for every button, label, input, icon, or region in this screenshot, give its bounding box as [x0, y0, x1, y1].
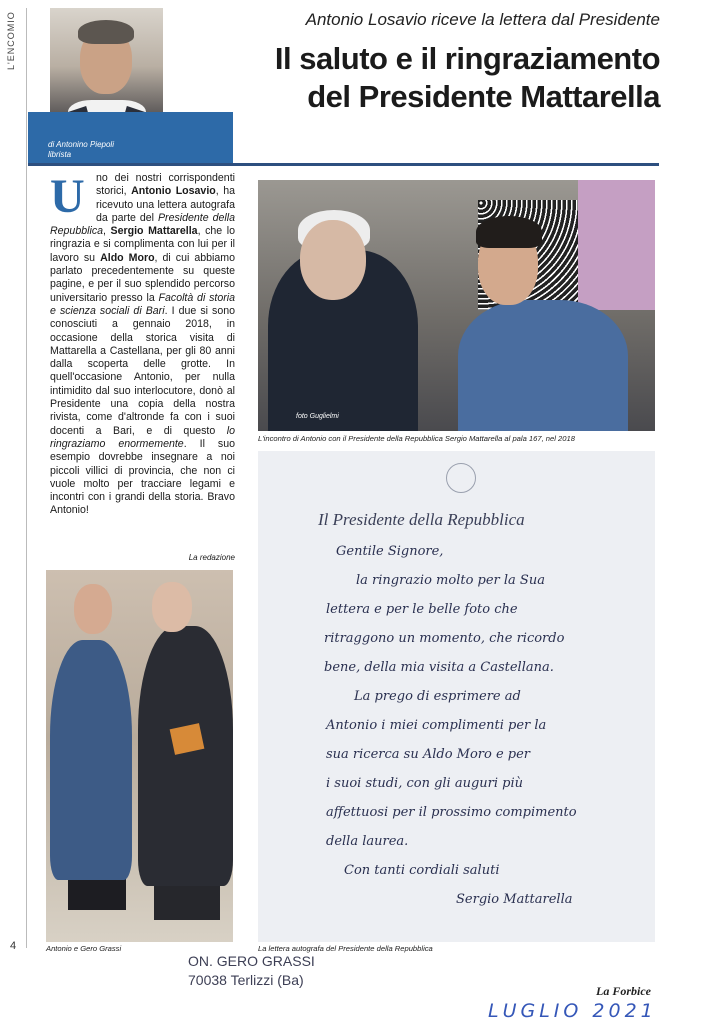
- drop-cap: U: [50, 170, 85, 223]
- article-headline: [255, 40, 660, 116]
- letter-line: Antonio i miei complimenti per la: [326, 718, 547, 733]
- letter-line: La prego di esprimere ad: [354, 689, 521, 704]
- letter-caption: La lettera autografa del Presidente della Repubblica: [258, 944, 433, 953]
- letter-line: sua ricerca su Aldo Moro e per: [326, 747, 531, 762]
- handwritten-date: LUGLIO 2021: [488, 1000, 657, 1022]
- letter-line: affettuosi per il prossimo compimento: [326, 805, 577, 820]
- byline-role: librista: [48, 150, 72, 159]
- address-stamp: [188, 952, 338, 990]
- photo-antonio-gero: [46, 570, 233, 942]
- section-label: L'ENCOMIO: [6, 11, 16, 70]
- article-kicker: Antonio Losavio riceve la lettera dal Presidente: [305, 10, 660, 29]
- letter-line: lettera e per le belle foto che: [326, 602, 518, 617]
- article-body: no dei nostri corrispondenti storici, Antonio Losavio, ha ricevuto una lettera autografa da parte del Presidente della Repubblica, Sergio Mattarella, che lo ringrazia e si complimenta con lui per il lavoro su Aldo Moro, di cui abbiamo parlato precedentemente su queste pagine, e per il suo splendido percorso universitario presso la Facoltà di storia e scienza sociali di Bari. I due si sono conosciuti a gennaio 2018, in occasione della storica visita di Mattarella a Castellana, per gli 80 anni dalla scoperta delle grotte. In quell'occasione Antonio, per nulla intimidito dal suo interlocutore, donò al Presidente una copia della nostra rivista, come d'altronde fa con i suoi docenti a Bari, e di questo lo ringraziamo enormemente. Il suo esempio dovrebbe insegnare a noi piccoli villici di provincia, che non ci vuole molto per tracciare legami e incontri con i grandi della storia. Bravo Antonio!: [50, 172, 236, 517]
- header-rule: [28, 163, 659, 166]
- autograph-letter: [258, 451, 655, 942]
- letter-heading: Il Presidente della Repubblica: [318, 510, 525, 529]
- letter-text: [324, 537, 636, 914]
- article-signoff: La redazione: [188, 553, 235, 562]
- letter-line: la ringrazio molto per la Sua: [356, 573, 545, 588]
- emblem-icon: [446, 463, 476, 493]
- photo-meeting: [258, 180, 655, 431]
- letter-line: della laurea.: [326, 834, 409, 849]
- stamp-address: 70038 Terlizzi (Ba): [188, 972, 304, 988]
- stamp-name: ON. GERO GRASSI: [188, 953, 315, 969]
- magazine-logo: La Forbice: [596, 984, 651, 998]
- photo-side-caption: Antonio e Gero Grassi: [46, 944, 122, 953]
- letter-line: Con tanti cordiali saluti: [344, 863, 500, 878]
- page-number: 4: [10, 940, 17, 952]
- letter-line: i suoi studi, con gli auguri più: [326, 776, 524, 791]
- margin-rule: [26, 8, 27, 948]
- headline-line-2: del Presidente Mattarella: [307, 79, 660, 114]
- letter-line: Gentile Signore,: [336, 544, 444, 559]
- letter-line: ritraggono un momento, che ricordo: [324, 631, 565, 646]
- letter-line: bene, della mia visita a Castellana.: [324, 660, 554, 675]
- letter-signature: Sergio Mattarella: [456, 892, 573, 907]
- photo-meeting-caption: L'incontro di Antonio con il Presidente della Repubblica Sergio Mattarella al pala 167, nel 2018: [258, 434, 575, 443]
- byline-author: di Antonino Piepoli: [48, 140, 114, 149]
- byline: [48, 140, 114, 160]
- photo-credit: foto Guglielmi: [296, 413, 339, 420]
- headline-line-1: Il saluto e il ringraziamento: [274, 41, 660, 76]
